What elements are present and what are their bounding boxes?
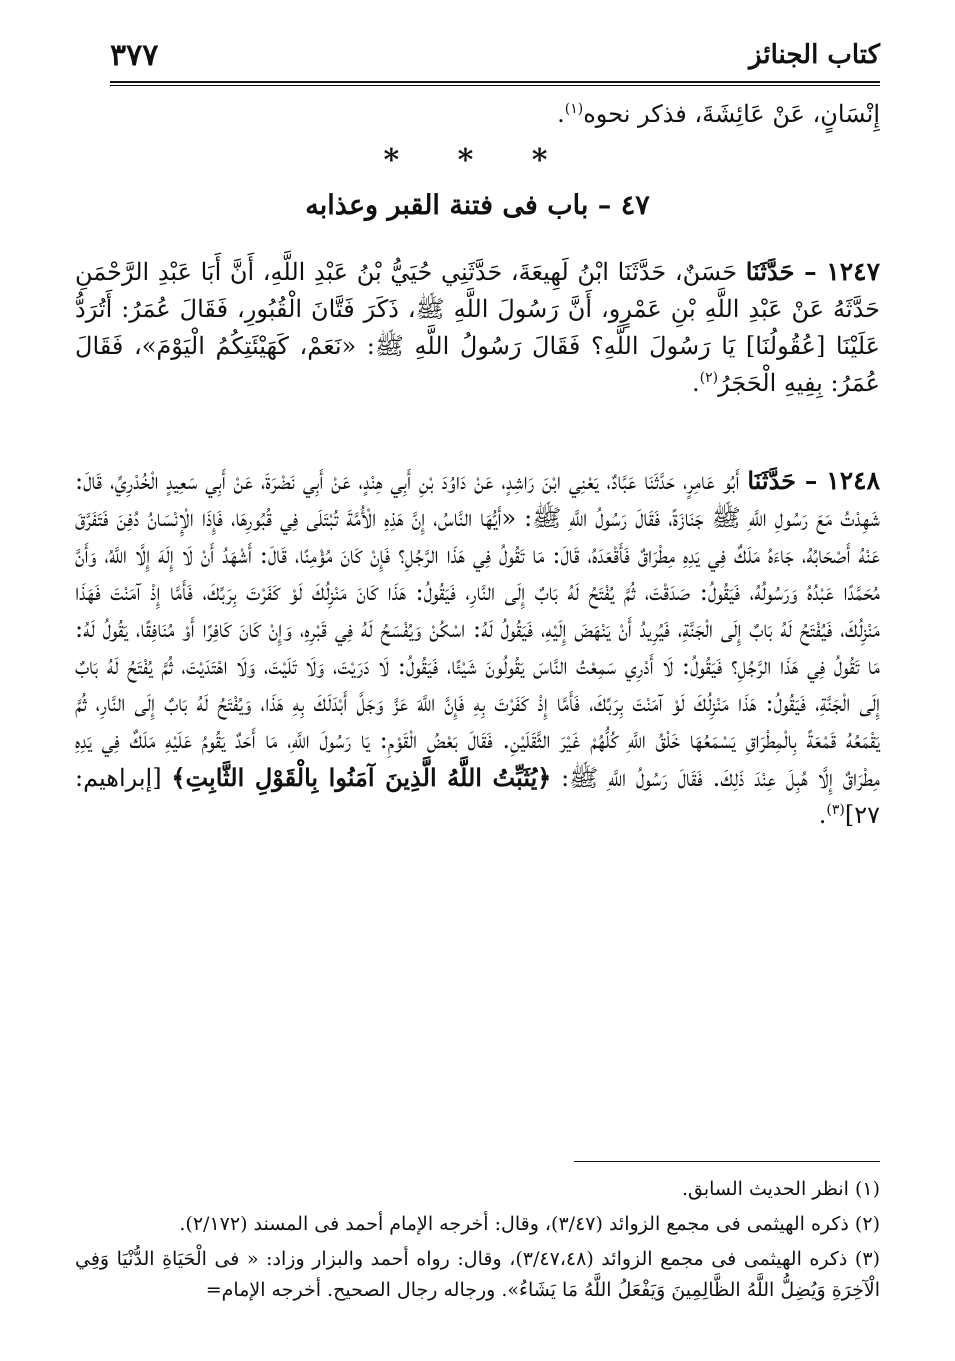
footnote-rule	[574, 1161, 880, 1162]
hadith-text: أَبُو عَامِرٍ، حَدَّثَنَا عَبَّادٌ، يَعْنِي ابْنَ رَاشِدٍ، عَنْ دَاوُدَ بْنِ أَبِي هِنْدٍ، عَنْ أَبِي نَضْرَةَ، عَنْ أَبِي سَعِيدٍ الْخُدْرِيِّ، قَالَ: شَهِدْتُ مَعَ رَسُولِ اللَّهِ ﷺ جَنَازَةً، فَقَالَ رَسُولُ اللَّهِ ﷺ: «أَيُّهَا النَّاسُ، إِنَّ هَذِهِ الْأُمَّةَ تُبْتَلَى فِي قُبُورِهَا، فَإِذَا الْإِنْسَانُ دُفِنَ فَتَفَرَّقَ عَنْهُ أَصْحَابُهُ، جَاءَهُ مَلَكٌ فِي يَدِهِ مِطْرَاقٌ فَأَقْعَدَهُ، قَالَ: مَا تَقُولُ فِي هَذَا الرَّجُلِ؟ فَإِنْ كَانَ مُؤْمِنًا، قَالَ: أَشْهَدُ أَنْ لَا إِلَهَ إِلَّا اللَّهُ، وَأَنَّ مُحَمَّدًا عَبْدُهُ وَرَسُولُهُ، فَيَقُولُ: صَدَقْتَ، ثُمَّ يُفْتَحُ لَهُ بَابٌ إِلَى النَّارِ، فَيَقُولُ: هَذَا كَانَ مَنْزِلُكَ لَوْ كَفَرْتَ بِرَبِّكَ، فَأَمَّا إِذْ آمَنْتَ فَهَذَا مَنْزِلُكَ، فَيُفْتَحُ لَهُ بَابٌ إِلَى الْجَنَّةِ، فَيُرِيدُ أَنْ يَنْهَضَ إِلَيْهِ، فَيَقُولُ لَهُ: اسْكُنْ وَيُفْسَحُ لَهُ فِي قَبْرِهِ، وَإِنْ كَانَ كَافِرًا أَوْ مُنَافِقًا، يَقُولُ لَهُ: مَا تَقُولُ فِي هَذَا الرَّجُلِ؟ فَيَقُولُ: لَا أَدْرِي سَمِعْتُ النَّاسَ يَقُولُونَ شَيْئًا، فَيَقُولُ: لَا دَرَيْتَ، وَلَا تَلَيْتَ، وَلَا اهْتَدَيْتَ، ثُمَّ يُفْتَحُ لَهُ بَابٌ إِلَى الْجَنَّةِ، فَيَقُولُ: هَذَا مَنْزِلُكَ لَوْ آمَنْتَ بِرَبِّكَ، فَأَمَّا إِذْ كَفَرْتَ بِهِ فَإِنَّ اللَّهَ عَزَّ وَجَلَّ أَبْدَلَكَ بِهِ هَذَا، وَيُفْتَحُ لَهُ بَابٌ إِلَى النَّارِ، ثُمَّ يَقْمَعُهُ قَمْعَةً بِالْمِطْرَاقِ يَسْمَعُهَا خَلْقُ اللَّهِ كُلُّهُمْ غَيْرَ الثَّقَلَيْنِ. فَقَالَ بَعْضُ الْقَوْمِ: يَا رَسُولَ اللَّهِ، مَا أَحَدٌ يَقُومُ عَلَيْهِ مَلَكٌ فِي يَدِهِ مِطْرَاقٌ إِلَّا هُبِلَ عِنْدَ ذَلِكَ. فَقَالَ رَسُولُ اللَّهِ ﷺ:	[75, 467, 880, 792]
hadith-end: .	[818, 801, 827, 829]
hadith-dash: –	[794, 257, 827, 286]
section-separator: * * *	[383, 143, 572, 178]
footnote-ref-2: (٢)	[699, 370, 719, 386]
hadith-end: .	[691, 369, 700, 397]
hadith-number: ١٢٤٧	[826, 257, 880, 286]
footnote-2: (٢) ذكره الهيثمى فى مجمع الزوائد (٣/٤٧)، وقال: أخرجه الإمام أحمد فى المسند (٢/١٧٢).	[179, 1213, 880, 1235]
intro-text: إِنْسَانٍ، عَنْ عَائِشَةَ، فذكر نحوه	[583, 100, 880, 128]
hadith-text: حَسَنٌ، حَدَّثَنَا ابْنُ لَهِيعَةَ، حَدَّثَنِي حُيَيُّ بْنُ عَبْدِ اللَّهِ، أَنَّ أَبَا عَبْدِ الرَّحْمَنِ حَدَّثَهُ عَنْ عَبْدِ اللَّهِ بْنِ عَمْرٍو، أَنَّ رَسُولَ اللَّهِ ﷺ، ذَكَرَ فَتَّانَ الْقُبُورِ، فَقَالَ عُمَرُ: أَتُرَدُّ عَلَيْنَا [عُقُولُنَا] يَا رَسُولَ اللَّهِ؟ فَقَالَ رَسُولُ اللَّهِ ﷺ: «نَعَمْ، كَهَيْئَتِكُمُ الْيَوْمَ»، فَقَالَ عُمَرُ: بِفِيهِ الْحَجَرُ	[75, 258, 880, 397]
hadith-1248	[75, 462, 880, 834]
footnotes	[75, 1174, 880, 1310]
footnote-1: (١) انظر الحديث السابق.	[681, 1178, 880, 1200]
intro-line	[75, 96, 880, 133]
quran-verse: ﴿يُثَبِّتُ اللَّهُ الَّذِينَ آمَنُوا بِالْقَوْلِ الثَّابِتِ﴾	[171, 763, 552, 792]
book-title: كتاب الجنائز	[749, 40, 880, 70]
header-rule	[110, 81, 880, 86]
footnote-3: (٣) ذكره الهيثمى فى مجمع الزوائد (٣/٤٧،٤٨)، وقال: رواه أحمد والبزار وزاد: « فى الْحَيَاةِ الدُّنْيَا وَفِي الْآخِرَةِ وَيُضِلُّ اللَّهُ الظَّالِمِينَ وَيَفْعَلُ اللَّهُ مَا يَشَاءُ». ورجاله رجال الصحيح. أخرجه الإمام=	[75, 1248, 880, 1301]
footnote-ref-3: (٣)	[826, 802, 845, 818]
page-number: ٣٧٧	[110, 38, 159, 73]
intro-end: .	[557, 100, 565, 128]
page-header	[110, 38, 880, 78]
footnote-ref-1: (١)	[564, 101, 584, 117]
hadith-dash: –	[796, 466, 827, 495]
chapter-heading: ٤٧ – باب فى فتنة القبر وعذابه	[305, 190, 650, 221]
hadith-1247	[75, 253, 880, 402]
hadith-opening: حَدَّثَنَا	[747, 466, 796, 495]
verse-citation: [إبراهيم: ٢٧]	[75, 764, 880, 829]
hadith-opening: حَدَّثَنَا	[745, 257, 795, 286]
hadith-number: ١٢٤٨	[826, 466, 880, 495]
